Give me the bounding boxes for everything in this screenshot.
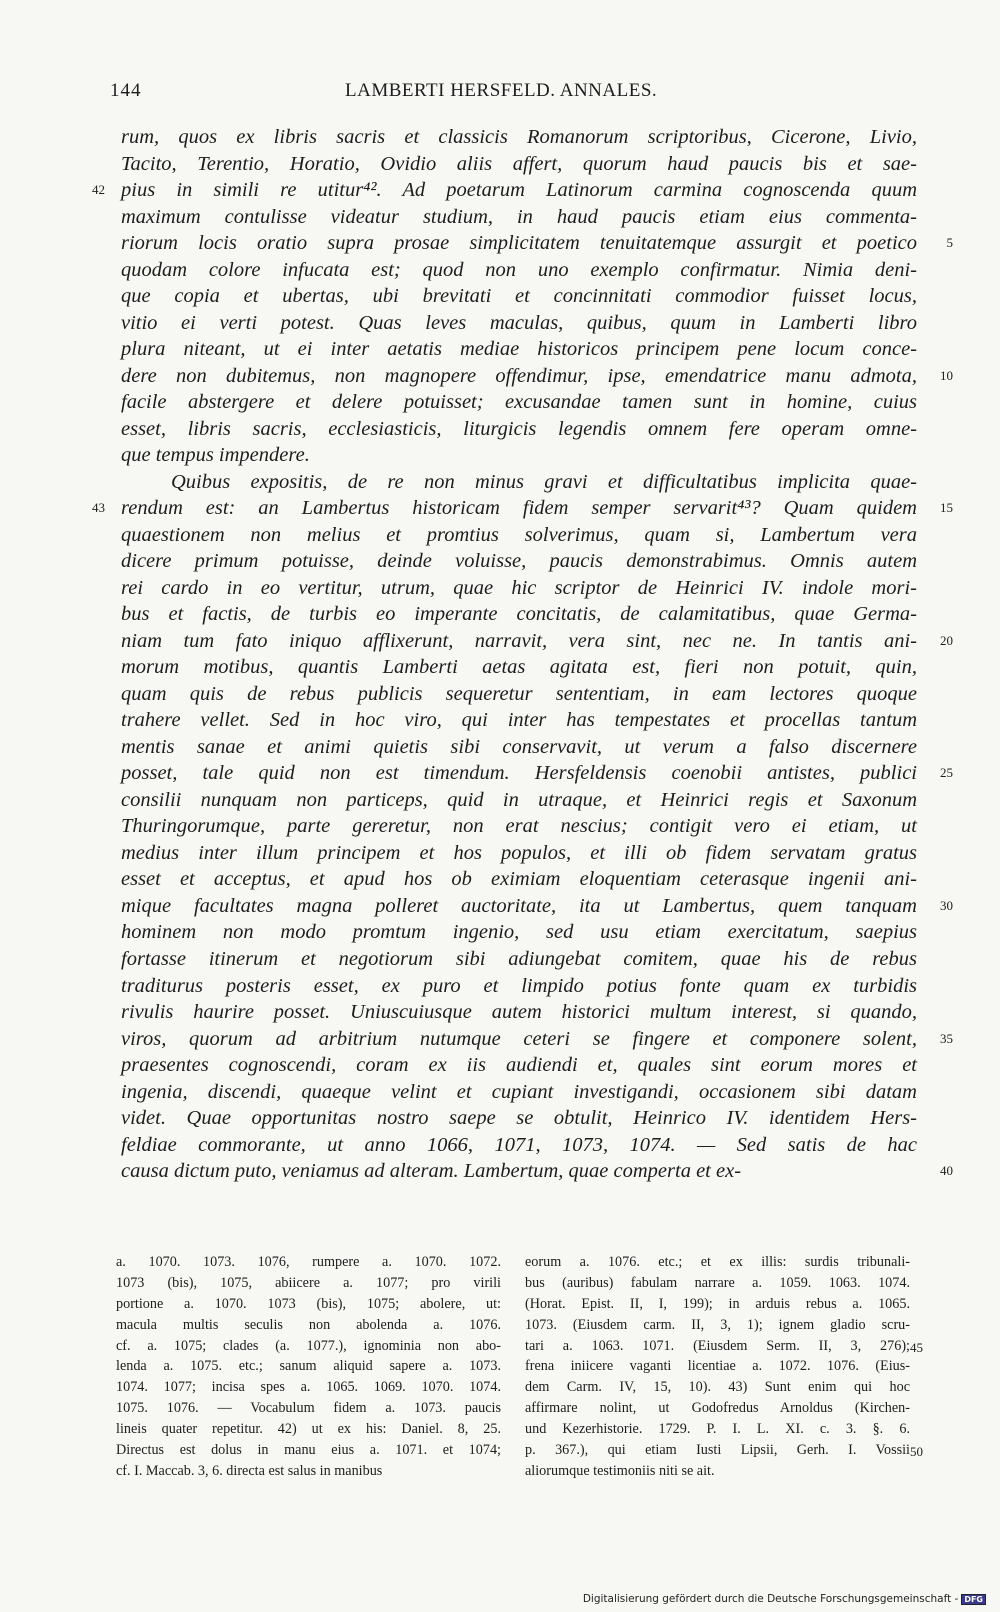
- text-line-content: niam tum fato iniquo afflixerunt, narravit, vera sint, nec ne. In tantis ani-: [121, 629, 917, 652]
- footnote-line: 1074. 1077; incisa spes a. 1065. 1069. 1070. 1074.: [116, 1379, 501, 1396]
- footnote-line: lineis quater repetitur. 42) ut ex his: Daniel. 8, 25.: [116, 1421, 501, 1438]
- dfg-logo: DFG: [961, 1594, 986, 1605]
- text-line: [121, 840, 917, 867]
- text-line: [121, 893, 953, 920]
- text-line-content: feldiae commorante, ut anno 1066, 1071, 1073, 1074. — Sed satis de hac: [121, 1133, 917, 1156]
- text-line-content: dicere primum potuisse, deinde voluisse, paucis demonstrabimus. Omnis autem: [121, 550, 917, 573]
- text-line: [121, 999, 917, 1026]
- text-line: [121, 601, 917, 628]
- text-line: [121, 734, 917, 761]
- text-line-content: consilii nunquam non particeps, quid in utraque, et Heinrici regis et Saxonum: [121, 788, 917, 811]
- page-number: 144: [110, 80, 142, 101]
- text-line-content: Tacito, Terentio, Horatio, Ovidio aliis affert, quorum haud paucis bis et sae-: [121, 152, 917, 175]
- text-line: [121, 973, 917, 1000]
- line-number: 30: [940, 897, 953, 913]
- text-line-content: rum, quos ex libris sacris et classicis Romanorum scriptoribus, Cicerone, Livio,: [121, 126, 917, 148]
- text-line: [121, 522, 917, 549]
- text-line-content: plura niteant, ut ei inter aetatis mediae historicos principem pene locum conce-: [121, 338, 917, 361]
- text-line-content: pius in simili re utitur⁴². Ad poetarum Latinorum carmina cognoscenda quum: [121, 179, 917, 202]
- text-line-content: quaestionem non melius et promtius solverimus, quam si, Lambertum vera: [121, 523, 917, 546]
- text-line: [92, 495, 953, 522]
- page-header: [0, 80, 1000, 110]
- text-line: [121, 681, 917, 708]
- text-line-content: riorum locis oratio supra prosae simplicitatem tenuitatemque assurgit et poetico: [121, 232, 917, 255]
- footnote-line: dem Carm. IV, 15, 10). 43) Sunt enim qui hoc: [525, 1379, 910, 1396]
- text-line: [121, 1052, 917, 1079]
- text-line-content: rendum est: an Lambertus historicam fidem semper servarit⁴³? Quam quidem: [121, 497, 917, 520]
- text-line: [121, 946, 917, 973]
- footnote-line: und Kezerhistorie. 1729. P. I. L. XI. c. 3. §. 6.: [525, 1421, 910, 1438]
- digitization-footer: [583, 1593, 986, 1605]
- text-line: [121, 866, 917, 893]
- text-line-content: maximum contulisse videatur studium, in haud paucis etiam eius commenta-: [121, 205, 917, 228]
- text-line: [121, 575, 917, 602]
- text-line-content: viros, quorum ad arbitrium nutumque ceteri se fingere et componere solent,: [121, 1027, 917, 1050]
- text-line-content: medius inter illum principem et hos populos, et illi ob fidem servatam gratus: [121, 841, 917, 864]
- text-line-content: que tempus impendere.: [121, 444, 310, 467]
- line-number: 40: [940, 1163, 953, 1179]
- text-line: [121, 548, 917, 575]
- footnote-line: lenda a. 1075. etc.; sanum aliquid sapere a. 1073.: [116, 1358, 501, 1375]
- footnote-line: (Horat. Epist. II, I, 199); in arduis rebus a. 1065.: [525, 1295, 910, 1312]
- text-line: [121, 1105, 917, 1132]
- text-line: [121, 389, 917, 416]
- footnote-line: frena iniicere vaganti licentiae a. 1072. 1076. (Eius-: [525, 1358, 910, 1375]
- text-line: [121, 1158, 953, 1185]
- line-number: 25: [940, 765, 953, 781]
- text-line-content: morum motibus, quantis Lamberti aetas agitata est, fieri non potuit, quin,: [121, 656, 917, 679]
- footnotes-right-column: [525, 1252, 910, 1482]
- footnote-line: 1073. (Eiusdem carm. II, 3, 1); ignem gladio scru-: [525, 1316, 910, 1333]
- text-line-content: fortasse itinerum et negotiorum sibi adiungebat comitem, quae his de rebus: [121, 947, 917, 970]
- text-line: [121, 416, 917, 443]
- footnote-line: a. 1070. 1073. 1076, rumpere a. 1070. 1072.: [116, 1254, 501, 1270]
- text-line: [121, 230, 953, 257]
- text-line-content: bus et factis, de turbis eo imperante concitatis, de calamitatibus, quae Germa-: [121, 603, 917, 626]
- footnote-line: p. 367.), qui etiam Iusti Lipsii, Gerh. I. Vossii: [525, 1442, 910, 1459]
- line-number: 50: [910, 1444, 923, 1460]
- text-line: [121, 1026, 953, 1053]
- footnote-line: aliorumque testimoniis niti se ait.: [525, 1462, 715, 1479]
- footnote-line: cf. a. 1075; clades (a. 1077.), ignominia non abo-: [116, 1337, 501, 1354]
- running-title: LAMBERTI HERSFELD. ANNALES.: [345, 80, 658, 101]
- text-line: [121, 707, 917, 734]
- text-line: [121, 469, 917, 496]
- text-line: [121, 654, 917, 681]
- text-line: [121, 363, 953, 390]
- footnote-line: macula multis seculis non abolenda a. 1076.: [116, 1316, 501, 1333]
- footnote-line: Directus est dolus in manu eius a. 1071. et 1074;: [116, 1442, 501, 1459]
- text-line-content: Thuringorumque, parte gereretur, non erat nescius; contigit vero ei etiam, ut: [121, 815, 917, 838]
- text-line: [92, 177, 917, 204]
- line-number: 20: [940, 632, 953, 648]
- footnote-line: portione a. 1070. 1073 (bis), 1075; abolere, ut:: [116, 1295, 501, 1312]
- text-line: [121, 919, 917, 946]
- text-line: [121, 204, 917, 231]
- footnote-ref-number: 42: [92, 182, 105, 198]
- text-line-content: rei cardo in eo vertitur, utrum, quae hic scriptor de Heinrici IV. indole mori-: [121, 576, 917, 599]
- text-line: [121, 336, 917, 363]
- text-line-content: quodam colore infucata est; quod non uno exemplo confirmatur. Nimia deni-: [121, 258, 917, 281]
- footnote-line: cf. I. Maccab. 3, 6. directa est salus in manibus: [116, 1462, 383, 1479]
- text-line-content: ingenia, discendi, quaeque velint et cupiant investigandi, occasionem sibi datam: [121, 1080, 917, 1103]
- text-line: [121, 310, 917, 337]
- footnote-line: affirmare nolint, ut Godofredus Arnoldus (Kirchen-: [525, 1400, 910, 1417]
- footer-text: Digitalisierung gefördert durch die Deutsche Forschungsgemeinschaft -: [582, 1593, 959, 1605]
- footnote-line: 1073 (bis), 1075, abiicere a. 1077; pro virili: [116, 1274, 501, 1291]
- text-line-content: Quibus expositis, de re non minus gravi et difficultatibus implicita quae-: [171, 470, 917, 493]
- footnote-line: tari a. 1063. 1071. (Eiusdem Serm. II, 3, 276);: [525, 1337, 910, 1354]
- line-number: 10: [940, 367, 953, 383]
- text-line: [121, 628, 953, 655]
- text-line: [121, 1079, 917, 1106]
- text-line: [121, 124, 917, 151]
- line-number: 45: [910, 1339, 923, 1355]
- main-text: [92, 124, 953, 1185]
- text-line-content: facile abstergere et delere potuisset; excusandae tamen sunt in homine, cuius: [121, 391, 917, 414]
- text-line-content: posset, tale quid non est timendum. Hersfeldensis coenobii antistes, publici: [121, 762, 917, 785]
- text-line: [121, 760, 953, 787]
- text-line: [121, 442, 917, 469]
- text-line: [121, 1132, 917, 1159]
- text-line: [121, 813, 917, 840]
- text-line-content: esset, libris sacris, ecclesiasticis, liturgicis legendis omnem fere operam omne-: [121, 417, 917, 440]
- text-line-content: causa dictum puto, veniamus ad alteram. Lambertum, quae comperta et ex-: [121, 1160, 742, 1183]
- text-line-content: que copia et ubertas, ubi brevitati et concinnitati commodior fuisset locus,: [121, 285, 917, 308]
- line-number: 15: [940, 500, 953, 516]
- text-line: [121, 787, 917, 814]
- text-line: [121, 257, 917, 284]
- text-line-content: quam quis de rebus publicis sequeretur sententiam, in eam lectores quoque: [121, 682, 917, 705]
- text-line: [121, 283, 917, 310]
- footnotes-left-column: [116, 1252, 501, 1482]
- footnote-line: bus (auribus) fabulam narrare a. 1059. 1063. 1074.: [525, 1274, 910, 1291]
- text-line-content: mentis sanae et animi quietis sibi conservavit, ut verum a falso discernere: [121, 735, 917, 758]
- text-line-content: videt. Quae opportunitas nostro saepe se obtulit, Heinrico IV. identidem Hers-: [121, 1107, 917, 1130]
- text-line-content: esset et acceptus, et apud hos ob eximiam eloquentiam ceterasque ingenii ani-: [121, 868, 917, 891]
- footnote-line: eorum a. 1076. etc.; et ex illis: surdis tribunali-: [525, 1254, 910, 1270]
- line-number: 5: [946, 235, 953, 251]
- text-line-content: rivulis haurire posset. Uniuscuiusque autem historici multum interest, si quando,: [121, 1001, 917, 1024]
- text-line-content: traditurus posteris esset, ex puro et limpido potius fonte quam ex turbidis: [121, 974, 917, 997]
- footnote-ref-number: 43: [92, 500, 105, 516]
- text-line-content: dere non dubitemus, non magnopere offendimur, ipse, emendatrice manu admota,: [121, 364, 917, 387]
- text-line-content: praesentes cognoscendi, coram ex iis audiendi et, quales sint eorum mores et: [121, 1054, 917, 1077]
- text-line-content: mique facultates magna polleret auctoritate, ita ut Lambertus, quem tanquam: [121, 894, 917, 917]
- text-line-content: trahere vellet. Sed in hoc viro, qui inter has tempestates et procellas tantum: [121, 709, 917, 732]
- text-line-content: hominem non modo promtum ingenio, sed usu etiam exercitatum, saepius: [121, 921, 917, 944]
- line-number: 35: [940, 1030, 953, 1046]
- text-line-content: vitio ei verti potest. Quas leves maculas, quibus, quum in Lamberti libro: [121, 311, 917, 334]
- text-line: [121, 151, 917, 178]
- footnote-line: 1075. 1076. — Vocabulum fidem a. 1073. paucis: [116, 1400, 501, 1417]
